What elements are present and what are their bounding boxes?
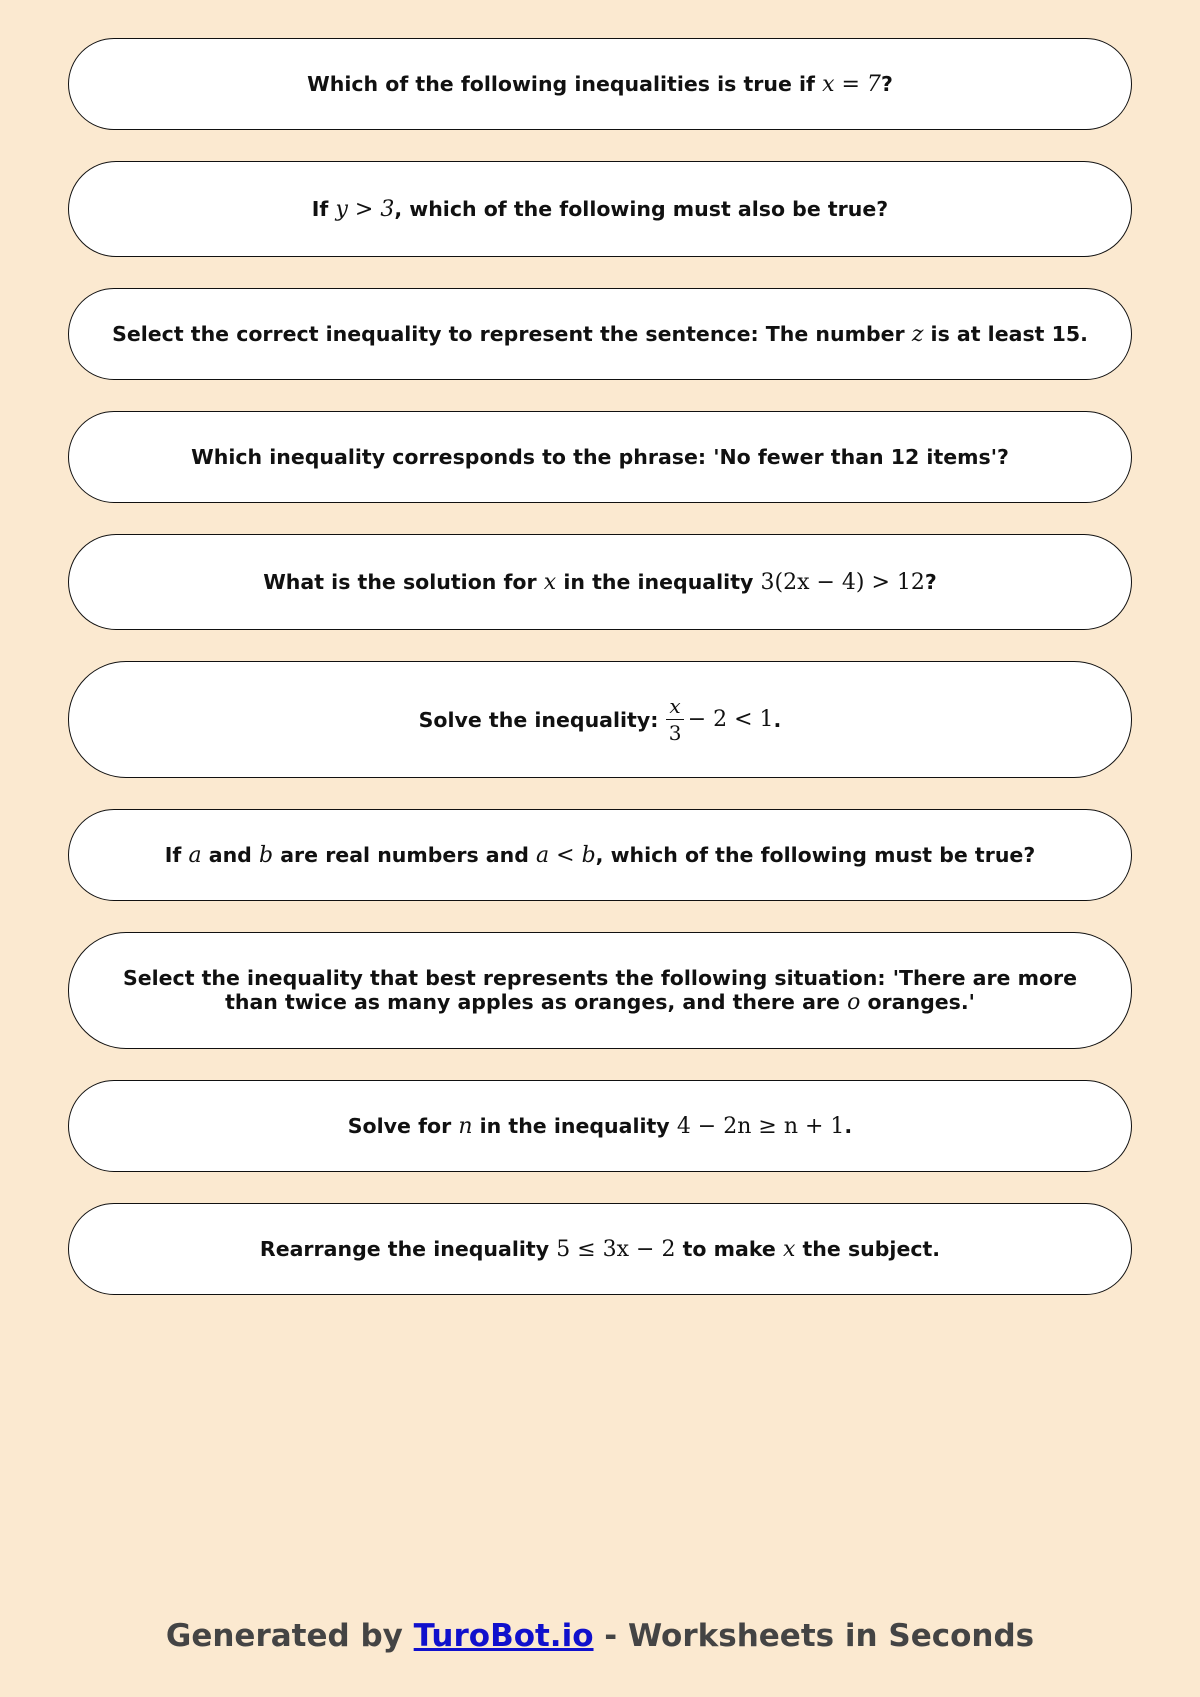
- question-text: .: [773, 707, 782, 732]
- math-variable: b: [258, 842, 274, 868]
- question-2: [68, 161, 1132, 257]
- fraction: [666, 695, 683, 744]
- question-text: , which of the following must be true?: [595, 842, 1036, 867]
- math-variable: x: [782, 1236, 796, 1262]
- question-text: Which of the following inequalities is true if: [307, 71, 823, 96]
- question-text: in the inequality: [556, 569, 761, 594]
- math-expression: 3(2x − 4) > 12: [760, 569, 925, 595]
- math-variable: o: [847, 990, 861, 1015]
- math-variable: z: [911, 321, 924, 347]
- math-variable: n: [458, 1113, 473, 1139]
- question-text: What is the solution for: [263, 569, 544, 594]
- fraction-numerator: x: [666, 695, 683, 720]
- question-text: in the inequality: [472, 1113, 677, 1138]
- math-variable: x: [543, 569, 557, 595]
- question-text: Which inequality corresponds to the phrase: 'No fewer than 12 items'?: [191, 445, 1009, 469]
- question-text: are real numbers and: [273, 842, 537, 867]
- turobot-link[interactable]: TuroBot.io: [413, 1618, 594, 1654]
- question-text: oranges.': [860, 990, 975, 1014]
- question-text: ?: [924, 569, 937, 594]
- question-1: [68, 38, 1132, 130]
- math-expression: y > 3: [335, 196, 395, 222]
- question-4: [68, 411, 1132, 503]
- question-text: than twice as many apples as oranges, and there are: [225, 990, 848, 1014]
- question-list: [68, 38, 1132, 1326]
- footer-suffix: - Worksheets in Seconds: [593, 1618, 1035, 1654]
- question-text: is at least 15.: [923, 321, 1088, 346]
- math-expression: a < b: [536, 842, 596, 868]
- fraction-denominator: 3: [668, 721, 682, 745]
- question-5: [68, 534, 1132, 630]
- question-9: [68, 1080, 1132, 1172]
- footer: [0, 1618, 1200, 1654]
- question-6: [68, 661, 1132, 778]
- math-variable: a: [188, 842, 202, 868]
- question-text: ?: [880, 71, 893, 96]
- question-text: .: [844, 1113, 853, 1138]
- question-7: [68, 809, 1132, 901]
- math-expression: 4 − 2n ≥ n + 1: [676, 1113, 845, 1139]
- question-text: If: [164, 842, 189, 867]
- math-expression: x = 7: [822, 71, 881, 97]
- math-expression: − 2 < 1: [687, 706, 774, 732]
- question-text: and: [201, 842, 259, 867]
- question-text-line-1: Select the inequality that best represents the following situation: 'There are more: [122, 966, 1078, 990]
- question-text: , which of the following must also be true?: [394, 196, 889, 221]
- question-text: to make: [675, 1236, 783, 1261]
- question-3: [68, 288, 1132, 380]
- math-expression: 5 ≤ 3x − 2: [556, 1236, 676, 1262]
- question-8: [68, 932, 1132, 1049]
- question-10: [68, 1203, 1132, 1295]
- question-text: Select the correct inequality to represent the sentence: The number: [112, 321, 912, 346]
- question-text: Solve the inequality:: [418, 707, 659, 732]
- footer-prefix: Generated by: [165, 1618, 414, 1654]
- question-text: Solve for: [347, 1113, 459, 1138]
- question-text: If: [311, 196, 336, 221]
- question-text: Rearrange the inequality: [259, 1236, 557, 1261]
- question-text: the subject.: [795, 1236, 941, 1261]
